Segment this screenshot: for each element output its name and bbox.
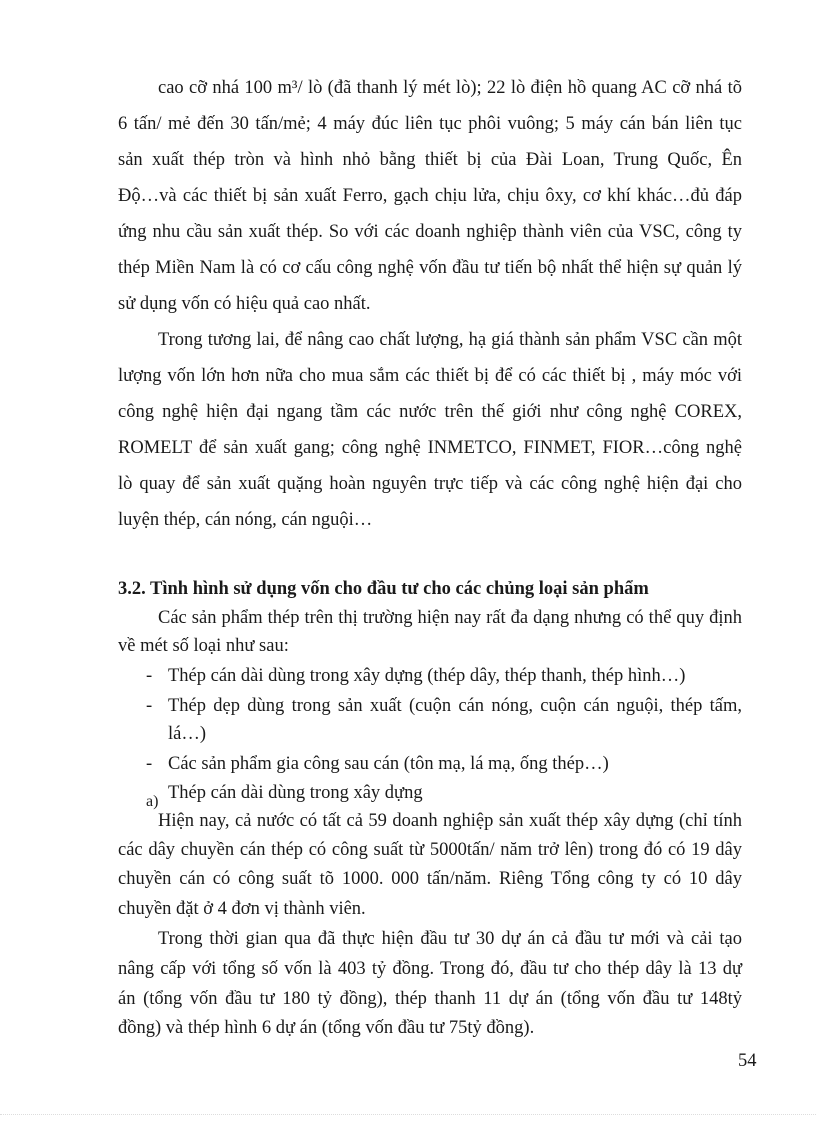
text-line: chuyền đặt ở 4 đơn vị thành viên. (118, 899, 366, 919)
text-line: án (tổng vốn đầu tư 180 tỷ đồng), thép thanh 11 dự án (tổng vốn đầu tư 148tỷ (118, 989, 742, 1009)
bullet-marker: - (146, 666, 153, 686)
subsection-label: Thép cán dài dùng trong xây dựng (168, 783, 423, 803)
text-line: sử dụng vốn có hiệu quả cao nhất. (118, 294, 371, 314)
section-heading: 3.2. Tình hình sử dụng vốn cho đầu tư cho các chủng loại sản phẩm (118, 579, 649, 599)
text-line: chuyền cán có công suất tõ 1000. 000 tấn/năm. Riêng Tổng công ty có 10 dây (118, 869, 742, 889)
text-line: sản xuất thép tròn và hình nhỏ bằng thiết bị của Đài Loan, Trung Quốc, Ên (118, 150, 742, 170)
subsection-marker: a) (146, 793, 159, 810)
list-item: Thép cán dài dùng trong xây dựng (thép dây, thép thanh, thép hình…) (168, 666, 686, 686)
text-line: lò quay để sản xuất quặng hoàn nguyên trực tiếp và các công nghệ hiện đại cho (118, 474, 742, 494)
text-line: về mét số loại như sau: (118, 636, 289, 656)
text-line: các dây chuyền cán thép có công suất từ 5000tấn/ năm trở lên) trong đó có 19 dây (118, 840, 742, 860)
bullet-marker: - (146, 754, 153, 774)
text-line: 6 tấn/ mẻ đến 30 tấn/mẻ; 4 máy đúc liên tục phôi vuông; 5 máy cán bán liên tục (118, 114, 742, 134)
text-line: công nghệ hiện đại ngang tầm các nước trên thế giới như công nghệ COREX, (118, 402, 742, 422)
text-line: Độ…và các thiết bị sản xuất Ferro, gạch chịu lửa, chịu ôxy, cơ khí khác…đủ đáp (118, 186, 742, 206)
text-line: nâng cấp với tổng số vốn là 403 tỷ đồng. Trong đó, đầu tư cho thép dây là 13 dự (118, 959, 742, 979)
text-line: thép Miền Nam là có cơ cấu công nghệ vốn đầu tư tiến bộ nhất thể hiện sự quản lý (118, 258, 742, 278)
page-bottom-divider (0, 1114, 816, 1115)
text-line: Trong tương lai, để nâng cao chất lượng, hạ giá thành sản phẩm VSC cần một (158, 330, 742, 350)
bullet-marker: - (146, 696, 153, 716)
text-line: cao cỡ nhá 100 m³/ lò (đã thanh lý mét lò); 22 lò điện hồ quang AC cỡ nhá tõ (158, 78, 742, 98)
list-item-continuation: lá…) (168, 724, 207, 744)
text-line: đồng) và thép hình 6 dự án (tổng vốn đầu tư 75tỷ đồng). (118, 1018, 535, 1038)
text-line: luyện thép, cán nóng, cán nguội… (118, 510, 373, 530)
text-line: Hiện nay, cả nước có tất cả 59 doanh nghiệp sản xuất thép xây dựng (chỉ tính (158, 811, 742, 831)
text-line: Các sản phẩm thép trên thị trường hiện nay rất đa dạng nhưng có thể quy định (158, 608, 742, 628)
list-item: Các sản phẩm gia công sau cán (tôn mạ, lá mạ, ống thép…) (168, 754, 609, 774)
text-line: ứng nhu cầu sản xuất thép. So với các doanh nghiệp thành viên của VSC, công ty (118, 222, 742, 242)
text-line: Trong thời gian qua đã thực hiện đầu tư 30 dự án cả đầu tư mới và cải tạo (158, 929, 742, 949)
list-item: Thép dẹp dùng trong sản xuất (cuộn cán nóng, cuộn cán nguội, thép tấm, (168, 696, 742, 716)
text-line: lượng vốn lớn hơn nữa cho mua sắm các thiết bị để có các thiết bị , máy móc với (118, 366, 742, 386)
text-line: ROMELT để sản xuất gang; công nghệ INMETCO, FINMET, FIOR…công nghệ (118, 438, 742, 458)
page-number: 54 (738, 1051, 757, 1071)
